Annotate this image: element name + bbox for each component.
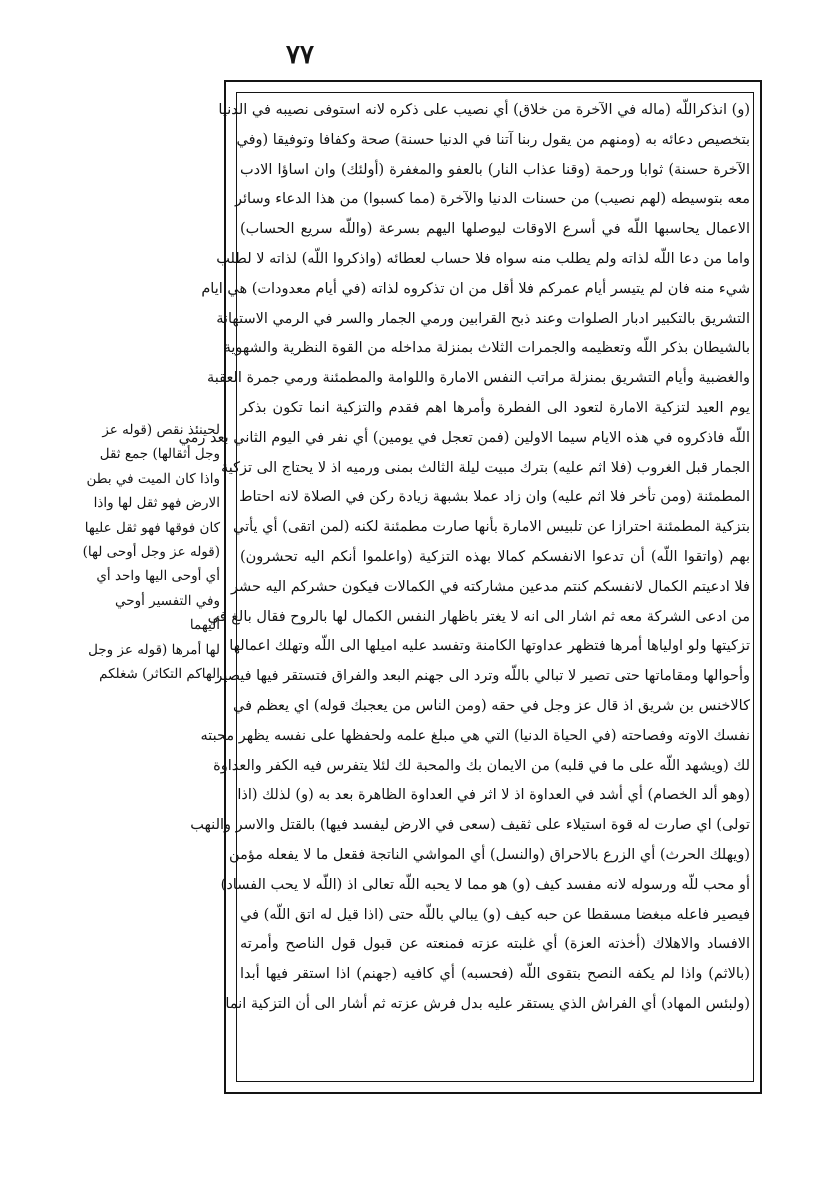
text-line: تولى) اي صارت له قوة استيلاء على ثقيف (سعى في الارض ليفسد فيها) بالقتل والاسر والنهب	[190, 817, 750, 834]
text-line: التشريق بالتكبير ادبار الصلوات وعند ذبح القرابين ورمي الجمار والسر في الرمي الاستهانة	[216, 310, 750, 327]
text-line: فيصير فاعله مبغضا مسقطا عن حبه كيف (و) يبالي باللّه حتى (اذا قيل له اتق اللّه) في	[240, 906, 750, 923]
text-line: شيء منه فان لم يتيسر أيام عمركم فلا أقل من ان تذكروه لذاته (في أيام معدودات) هي ايام	[201, 280, 750, 297]
text-line: بهم (واتقوا اللّه) أن تدعوا الانفسكم كمالا بهذه التزكية (واعلموا أنكم اليه تحشرون)	[240, 548, 750, 565]
margin-note-line: كان فوقها فهو ثقل عليها	[84, 519, 220, 536]
text-line: بالشيطان بذكر اللّه وتعظيمه والجمرات الثلاث بمنزلة مداخله من القوة النظرية والشهوية	[223, 340, 750, 357]
text-line: بتزكية المطمئنة احترازا عن تلبيس الامارة بأنها صارت مطمئنة لكنه (لمن اتقى) أي يأتي	[233, 519, 750, 536]
text-line: نفسك الاوته وفصاحته (في الحياة الدنيا) التي هي مبلغ علمه ولحفظها على نفسه يظهر محبته	[200, 727, 750, 744]
margin-note-line: واذا كان الميت في بطن	[86, 470, 220, 487]
margin-note-line: لها أمرها (قوله عز وجل	[88, 641, 220, 658]
text-line: الجمار قبل الغروب (فلا اثم عليه) بترك مبيت ليلة الثالث بمنى ورميه اذ لا يحتاج الى تزكية	[220, 459, 750, 476]
text-line: (بالاثم) واذا لم يكفه النصح بتقوى اللّه (فحسبه) أي كافيه (جهنم) اذا استقر فيها أبدا	[240, 966, 750, 983]
text-line: بتخصيص دعائه به (ومنهم من يقول ربنا آتنا في الدنيا حسنة) صحة وكفافا وتوفيقا (وفي	[236, 131, 750, 148]
text-line: اللّه فاذكروه في هذه الايام سيما الاولين (فمن تعجل في يومين) أي نفر في اليوم الثاني بعد رمي	[178, 429, 750, 446]
text-line: واما من دعا اللّه لذاته ولم يطلب منه سواه فلا حساب لعطائه (واذكروا اللّه) لذاته لا لطلب	[216, 250, 750, 267]
margin-note-line: أي أوحى اليها واحد أي	[96, 568, 220, 585]
text-line: الآخرة حسنة) ثوابا ورحمة (وقنا عذاب النار) بالعفو والمغفرة (أولئك) وان اساؤا الادب	[240, 161, 750, 178]
text-line: من ادعى الشركة معه ثم اشار الى انه لا يغتر باظهار النفس الكمال لها بالروح فقال بالغ في	[207, 608, 750, 625]
margin-note	[6, 418, 220, 858]
margin-note-line: وفي التفسير أوحي	[114, 592, 220, 609]
text-line: يوم العيد لتزكية الامارة لتعود الى الفطرة وأمرها اهم فقدم والتزكية انما تكون بذكر	[240, 399, 750, 416]
page-number: ٧٧	[286, 40, 314, 70]
text-line: والغضبية وأيام التشريق بمنزلة مراتب النفس الامارة واللوامة والمطمئنة ورمي جمرة العقبة	[206, 370, 750, 387]
text-line: (و) انذكراللّه (ماله في الآخرة من خلاق) أي نصيب على ذكره لانه استوفى نصيبه في الدنيا	[218, 102, 750, 118]
text-line: (ولبئس المهاد) أي الفراش الذي يستقر عليه بدل فرش عزته ثم أشار الى أن التزكية انما	[225, 995, 750, 1012]
margin-note-line: الهاكم التكاثر) شغلكم	[99, 665, 220, 682]
text-line: (وهو ألد الخصام) أي أشد في العداوة اذ لا اثر في العداوة الظاهرة بعد به (و) لذلك (اذا	[237, 787, 750, 804]
text-line: (ويهلك الحرث) أي الزرع بالاحراق (والنسل) أي المواشي الناتجة فقعل ما لا يفعله مؤمن	[228, 846, 750, 863]
text-line: أو محب للّه ورسوله لانه مفسد كيف (و) هو مما لا يحبه اللّه تعالى اذ (اللّه لا يحب الفساد)	[220, 876, 750, 893]
margin-note-line: الارض فهو ثقل لها واذا	[93, 495, 220, 512]
text-line: وأحوالها ومقاماتها حتى تصير لا تبالي باللّه وترد الى جهنم البعد والفراق فتستقر فيها فيصير	[215, 668, 750, 685]
margin-note-line: أليهما	[189, 617, 220, 634]
margin-note-line: لحينئذ نقص (قوله عز	[102, 422, 220, 438]
text-line: معه بتوسيطه (لهم نصيب) من حسنات الدنيا والآخرة (مما كسبوا) من هذا الدعاء وسائر	[235, 191, 750, 208]
text-line: تزكيتها ولو اولياها أمرها فتظهر عداوتها الكامنة وتفسد عليه اميلها الى اللّه وتهلك اعمالها	[229, 638, 750, 655]
text-line: فلا ادعيتم الكمال لانفسكم كنتم مدعين مشاركته في الكمالات فيكون حشركم اليه حشر	[231, 578, 750, 595]
text-line: لك (ويشهد اللّه على ما في قلبه) من الايمان بك والمحبة لك لئلا يتفرس فيه الكفر والعداوة	[213, 757, 750, 774]
text-line: الافساد والاهلاك (أخذته العزة) أي غلبته عزته فمنعته عن قبول قول الناصح وأمرته	[240, 936, 750, 953]
margin-note-line: وجل أثقالها) جمع ثقل	[99, 446, 220, 463]
margin-note-line: (قوله عز وجل أوحى لها)	[82, 543, 220, 560]
text-line: كالاخنس بن شريق اذ قال عز وجل في حقه (ومن الناس من يعجبك قوله) اي يعظم في	[232, 697, 750, 714]
text-line: الاعمال يحاسبها اللّه في أسرع الاوقات ليوصلها اليهم بسرعة (واللّه سريع الحساب)	[240, 221, 750, 238]
text-line: المطمئنة (ومن تأخر فلا اثم عليه) وان زاد عملا بشبهة زيادة ركن في الصلاة لانه احتاط	[239, 489, 750, 506]
